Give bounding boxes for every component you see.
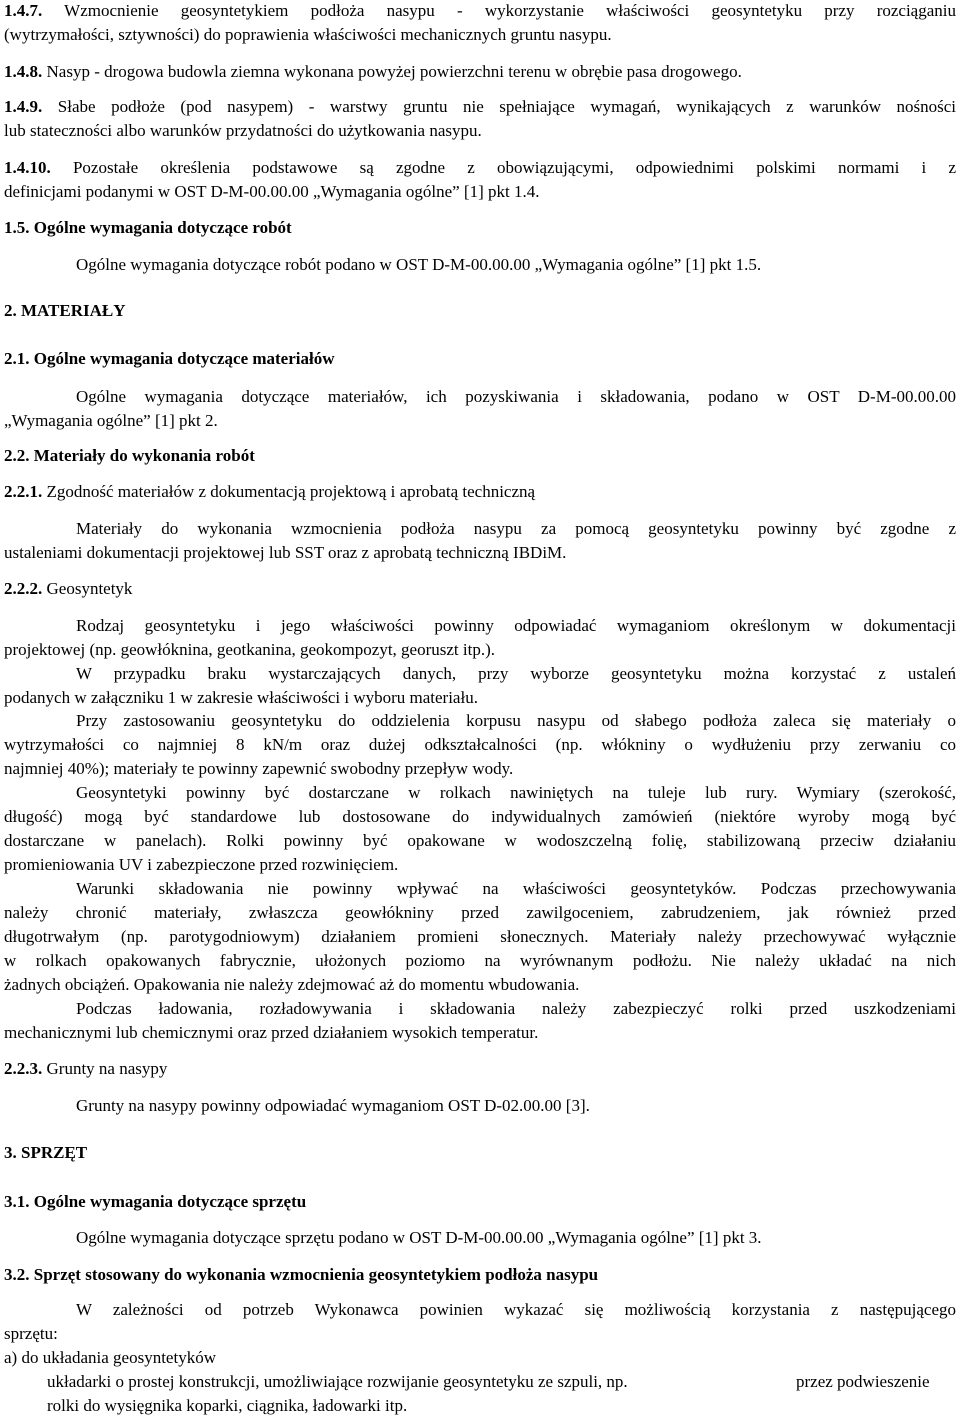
heading-3-2: 3.2. Sprzęt stosowany do wykonania wzmocnienia geosyntetykiem podłoża nasypu xyxy=(4,1265,599,1284)
paragraph-geosynthetic-5-line-1: Warunki składowania nie powinny wpływać na właściwości geosyntetyków. Podczas przechowywania xyxy=(76,879,956,898)
heading-3-equipment: 3. SPRZĘT xyxy=(4,1143,88,1162)
heading-1-5: 1.5. Ogólne wymagania dotyczące robót xyxy=(4,218,292,237)
definition-text: Pozostałe określenia podstawowe są zgodne z obowiązującymi, odpowiednimi polskimi normami i z xyxy=(72,158,957,177)
list-subitem-line-1-end: przez podwieszenie xyxy=(796,1372,930,1391)
paragraph-1-5: Ogólne wymagania dotyczące robót podano w OST D-M-00.00.00 „Wymagania ogólne” [1] pkt 1.5. xyxy=(76,255,762,274)
section-number: 1.4.7. xyxy=(4,1,43,20)
paragraph-geosynthetic-5-line-4: w rolkach opakowanych fabrycznie, ułożonych poziomo na wyrównanym podłożu. Nie należy układać na nich xyxy=(4,951,956,970)
definition-1-4-7-line-1 xyxy=(4,2,956,19)
paragraph-2-1-line-1: Ogólne wymagania dotyczące materiałów, ich pozyskiwania i składowania, podano w OST D-M-00.00.00 xyxy=(76,387,956,406)
paragraph-geosynthetic-5-line-5: żadnych obciążeń. Opakowania nie należy zdejmować aż do momentu wbudowania. xyxy=(4,975,580,994)
paragraph-geosynthetic-1-line-2: projektowej (np. geowłóknina, geotkanina, geokompozyt, georuszt itp.). xyxy=(4,640,495,659)
paragraph-geosynthetic-1-line-1: Rodzaj geosyntetyku i jego właściwości powinny odpowiadać wymaganiom określonym w dokumentacji xyxy=(76,616,956,635)
paragraph-geosynthetic-4-line-1: Geosyntetyki powinny być dostarczane w rolkach nawiniętych na tuleje lub rury. Wymiary (szerokość, xyxy=(76,783,956,802)
list-item-a: a) do układania geosyntetyków xyxy=(4,1348,216,1367)
definition-1-4-8 xyxy=(4,63,742,80)
paragraph-geosynthetic-6-line-2: mechanicznymi lub chemicznymi oraz przed działaniem wysokich temperatur. xyxy=(4,1023,539,1042)
paragraph-2-1-line-2: „Wymagania ogólne” [1] pkt 2. xyxy=(4,411,218,430)
definition-1-4-7-line-2: (wytrzymałości, sztywności) do poprawienia właściwości mechanicznych gruntu nasypu. xyxy=(4,25,612,44)
list-subitem-line-2: rolki do wysięgnika koparki, ciągnika, ładowarki itp. xyxy=(47,1396,408,1415)
heading-2-materials: 2. MATERIAŁY xyxy=(4,301,126,320)
paragraph-geosynthetic-5-line-2: należy chronić materiały, zwłaszcza geowłókniny przed zawilgoceniem, zabrudzeniem, jak również przed xyxy=(4,903,956,922)
paragraph-geosynthetic-3-line-1: Przy zastosowaniu geosyntetyku do oddzielenia korpusu nasypu od słabego podłoża zaleca się materiały o xyxy=(76,711,956,730)
paragraph-3-2-line-1: W zależności od potrzeb Wykonawca powinien wykazać się możliwością korzystania z następującego xyxy=(76,1300,956,1319)
section-number: 2.2.3. xyxy=(4,1059,43,1078)
heading-3-1: 3.1. Ogólne wymagania dotyczące sprzętu xyxy=(4,1192,307,1211)
heading-2-2-1 xyxy=(4,483,535,500)
section-title: Grunty na nasypy xyxy=(46,1059,168,1078)
paragraph-geosynthetic-6-line-1: Podczas ładowania, rozładowywania i składowania należy zabezpieczyć rolki przed uszkodzeniami xyxy=(76,999,956,1018)
definition-1-4-9-line-1 xyxy=(4,98,956,115)
definition-text: Słabe podłoże (pod nasypem) - warstwy gruntu nie spełniające wymagań, wynikających z warunków nośności xyxy=(57,97,956,116)
heading-2-1: 2.1. Ogólne wymagania dotyczące materiałów xyxy=(4,349,335,368)
heading-2-2: 2.2. Materiały do wykonania robót xyxy=(4,446,255,465)
paragraph-geosynthetic-3-line-3: najmniej 40%); materiały te powinny zapewnić swobodny przepływ wody. xyxy=(4,759,514,778)
heading-2-2-2 xyxy=(4,580,132,597)
section-number: 1.4.9. xyxy=(4,97,43,116)
paragraph-geosynthetic-3-line-2: wytrzymałości co najmniej 8 kN/m oraz dużej odkształcalności (np. włókniny o wydłużeniu przy zerwaniu co xyxy=(4,735,956,754)
paragraph-geosynthetic-4-line-4: promieniowania UV i zabezpieczone przed rozwinięciem. xyxy=(4,855,399,874)
definition-1-4-10-line-2: definicjami podanymi w OST D-M-00.00.00 „Wymagania ogólne” [1] pkt 1.4. xyxy=(4,182,540,201)
section-number: 2.2.2. xyxy=(4,579,43,598)
definition-1-4-10-line-1 xyxy=(4,159,956,176)
section-number: 2.2.1. xyxy=(4,482,43,501)
paragraph-geosynthetic-4-line-2: długość) mogą być standardowe lub dostosowane do indywidualnych zamówień (niektóre wyroby mogą być xyxy=(4,807,956,826)
paragraph-geosynthetic-4-line-3: dostarczane w panelach). Rolki powinny być opakowane w wodoszczelną folię, stabilizowaną przeciw działaniu xyxy=(4,831,956,850)
paragraph-geosynthetic-2-line-2: podanych w załączniku 1 w zakresie właściwości i wyboru materiału. xyxy=(4,688,478,707)
paragraph-2-2-1-line-2: ustaleniami dokumentacji projektowej lub SST oraz z aprobatą techniczną IBDiM. xyxy=(4,543,567,562)
paragraph-2-2-3: Grunty na nasypy powinny odpowiadać wymaganiom OST D-02.00.00 [3]. xyxy=(76,1096,590,1115)
definition-1-4-9-line-2: lub stateczności albo warunków przydatności do użytkowania nasypu. xyxy=(4,121,482,140)
paragraph-3-1: Ogólne wymagania dotyczące sprzętu podano w OST D-M-00.00.00 „Wymagania ogólne” [1] pkt 3. xyxy=(76,1228,762,1247)
paragraph-geosynthetic-2-line-1: W przypadku braku wystarczających danych, przy wyborze geosyntetyku można korzystać z ustaleń xyxy=(76,664,956,683)
definition-text: Nasyp - drogowa budowla ziemna wykonana powyżej powierzchni terenu w obrębie pasa drogowego. xyxy=(46,62,742,81)
section-title: Geosyntetyk xyxy=(46,579,133,598)
definition-text: Wzmocnienie geosyntetykiem podłoża nasypu - wykorzystanie właściwości geosyntetyku przy rozciąganiu xyxy=(64,1,956,20)
section-title: Zgodność materiałów z dokumentacją projektową i aprobatą techniczną xyxy=(46,482,536,501)
section-number: 1.4.10. xyxy=(4,158,51,177)
paragraph-3-2-line-2: sprzętu: xyxy=(4,1324,58,1343)
section-number: 1.4.8. xyxy=(4,62,43,81)
heading-2-2-3 xyxy=(4,1060,167,1077)
paragraph-2-2-1-line-1: Materiały do wykonania wzmocnienia podłoża nasypu za pomocą geosyntetyku powinny być zgodne z xyxy=(76,519,956,538)
paragraph-geosynthetic-5-line-3: długotrwałym (np. parotygodniowym) działaniem promieni słonecznych. Materiały należy przechowywać wyłącznie xyxy=(4,927,956,946)
list-subitem-line-1: układarki o prostej konstrukcji, umożliwiające rozwijanie geosyntetyku ze szpuli, np. xyxy=(47,1372,628,1391)
